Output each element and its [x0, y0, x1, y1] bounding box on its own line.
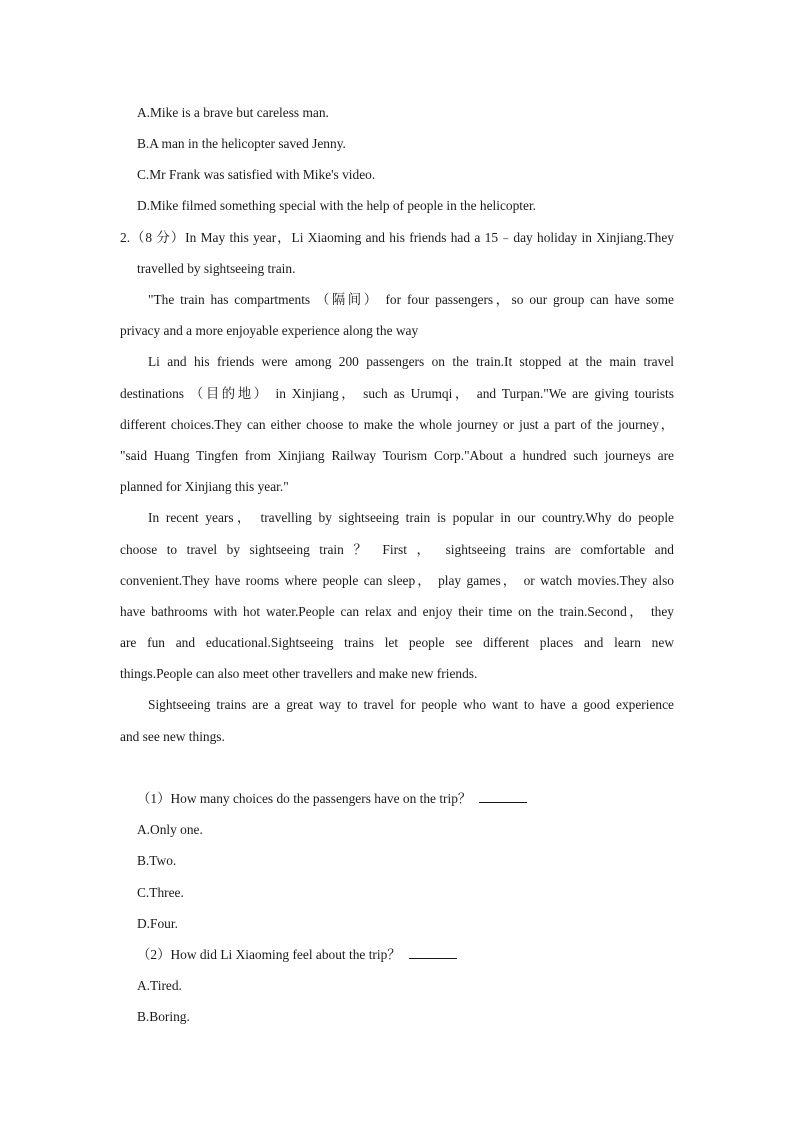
passage-line: Sightseeing trains are a great way to travel for people who want to have a good experience — [148, 697, 674, 712]
subquestion-2 — [137, 946, 457, 964]
passage-line: planned for Xinjiang this year." — [120, 479, 289, 494]
question2-header: 2.（8 分）In May this year，Li Xiaoming and his friends had a 15﹣day holiday in Xinjiang.They — [120, 230, 674, 245]
subquestion-1-prompt: （1）How many choices do the passengers have on the trip？ — [137, 791, 472, 806]
answer-blank[interactable] — [479, 790, 527, 803]
question2-header-cont: travelled by sightseeing train. — [137, 261, 296, 276]
passage-line: convenient.They have rooms where people can sleep， play games， or watch movies.They also — [120, 573, 674, 588]
sub1-option-d: D.Four. — [137, 916, 178, 931]
sub2-option-a: A.Tired. — [137, 978, 182, 993]
subquestion-2-prompt: （2）How did Li Xiaoming feel about the trip？ — [137, 947, 401, 962]
answer-blank[interactable] — [409, 946, 457, 959]
sub1-option-b: B.Two. — [137, 853, 177, 868]
passage-line: privacy and a more enjoyable experience along the way — [120, 323, 419, 338]
passage-line: "said Huang Tingfen from Xinjiang Railway Tourism Corp."About a hundred such journeys are — [120, 448, 674, 463]
passage-line: "The train has compartments （隔间） for four passengers，so our group can have some — [148, 292, 674, 307]
sub1-option-c: C.Three. — [137, 885, 184, 900]
prev-option-d: D.Mike filmed something special with the help of people in the helicopter. — [137, 198, 537, 213]
passage-line: different choices.They can either choose to make the whole journey or just a part of the journey， — [120, 417, 674, 432]
passage-line: have bathrooms with hot water.People can relax and enjoy their time on the train.Second， they — [120, 604, 674, 619]
passage-line: things.People can also meet other travellers and make new friends. — [120, 666, 478, 681]
prev-option-a: A.Mike is a brave but careless man. — [137, 105, 329, 120]
passage-line: Li and his friends were among 200 passengers on the train.It stopped at the main travel — [148, 354, 674, 369]
passage-line: are fun and educational.Sightseeing trains let people see different places and learn new — [120, 635, 674, 650]
passage-line: destinations （目的地） in Xinjiang， such as Urumqi， and Turpan."We are giving tourists — [120, 386, 674, 401]
subquestion-1 — [137, 790, 527, 808]
passage-line: choose to travel by sightseeing train ？ First ， sightseeing trains are comfortable and — [120, 542, 674, 557]
prev-option-b: B.A man in the helicopter saved Jenny. — [137, 136, 346, 151]
sub1-option-a: A.Only one. — [137, 822, 203, 837]
sub2-option-b: B.Boring. — [137, 1009, 190, 1024]
passage-line: In recent years， travelling by sightseeing train is popular in our country.Why do people — [148, 510, 674, 525]
passage-line: and see new things. — [120, 729, 225, 744]
prev-option-c: C.Mr Frank was satisfied with Mike's video. — [137, 167, 376, 182]
